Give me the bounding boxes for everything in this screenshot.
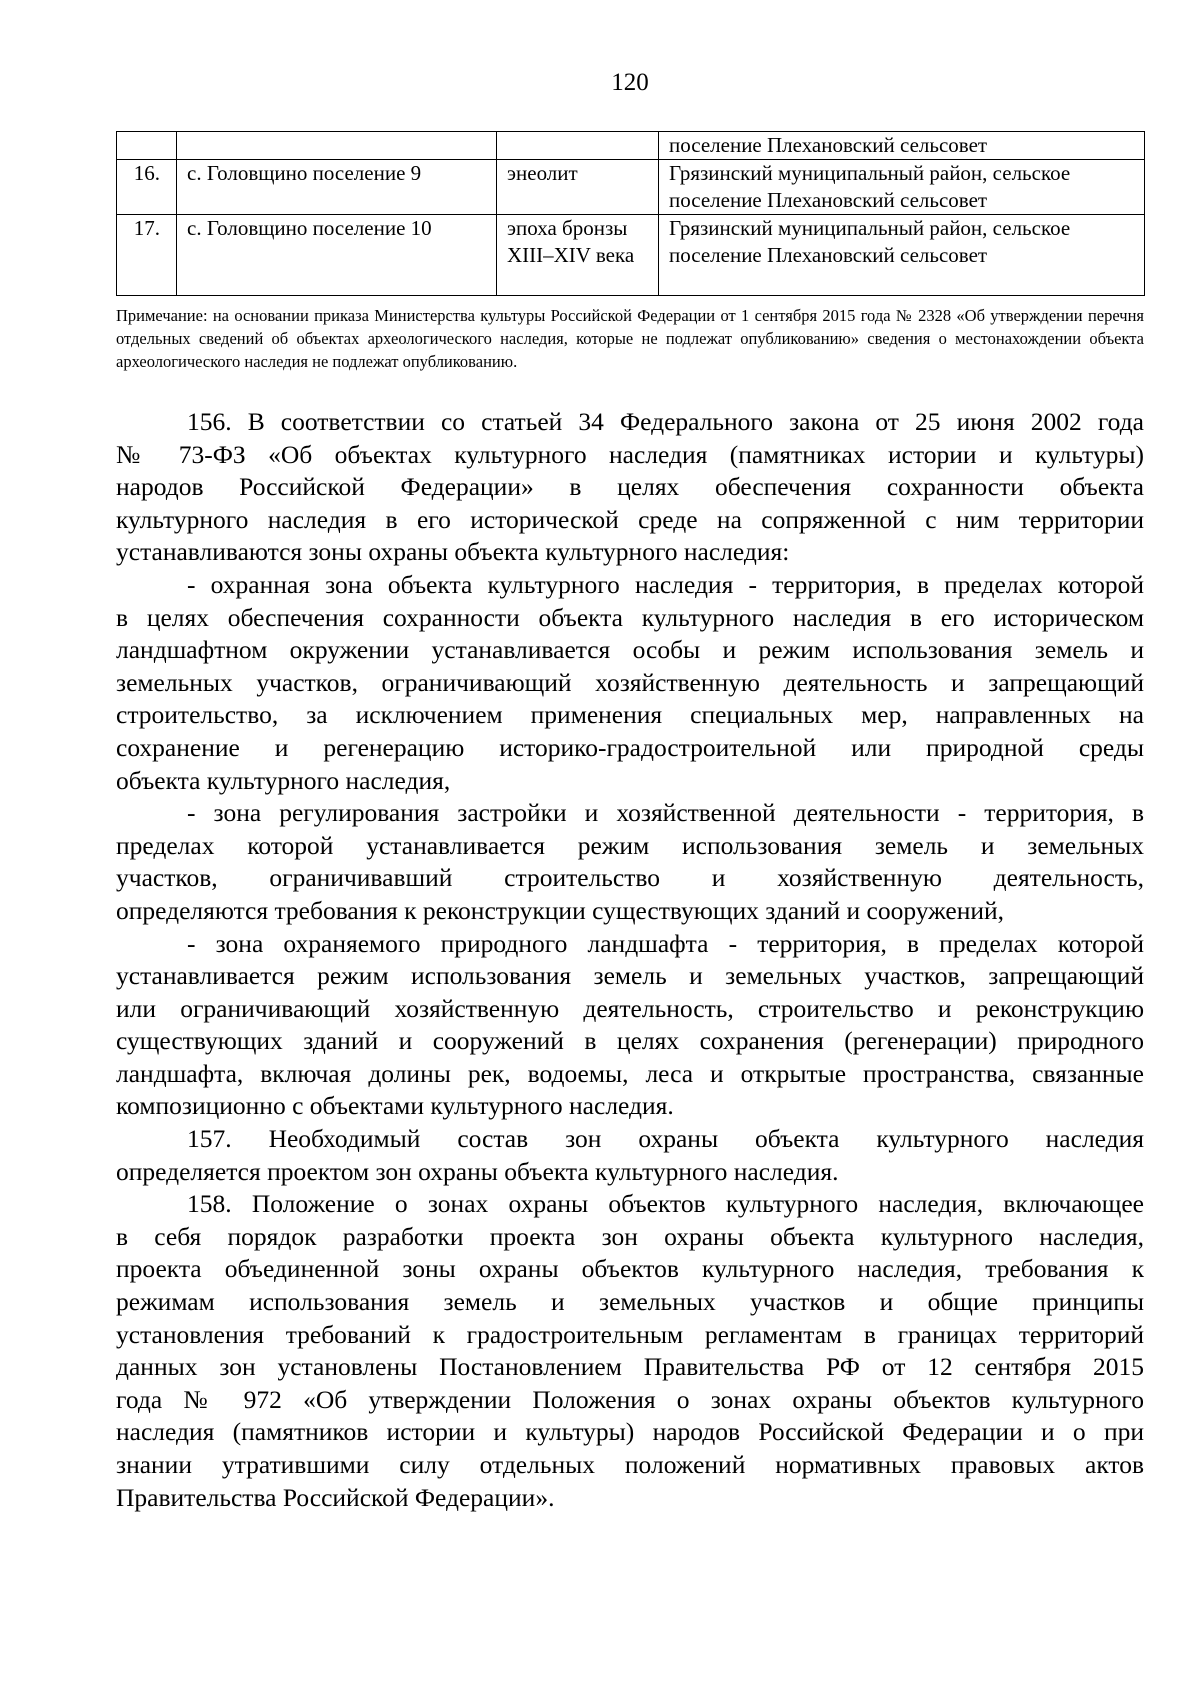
paragraph-line: народов Российской Федерации» в целях обеспечения сохранности объекта: [116, 472, 1144, 502]
table-cell-period: [497, 132, 659, 160]
paragraph-line: строительство, за исключением применения специальных мер, направленных на: [116, 700, 1144, 730]
paragraph-line: культурного наследия в его исторической среде на сопряженной с ним территории: [116, 504, 1144, 534]
paragraph-line: земельных участков, ограничивающий хозяйственную деятельность и запрещающий: [116, 667, 1144, 697]
paragraph-line: композиционно с объектами культурного наследия.: [116, 1091, 674, 1121]
paragraph-line: наследия (памятников истории и культуры) народов Российской Федерации и о при: [116, 1417, 1144, 1447]
archaeology-table: [116, 131, 1145, 296]
paragraph-line: - зона регулирования застройки и хозяйственной деятельности - территория, в: [187, 798, 1144, 828]
main-text: [116, 406, 1144, 1514]
table-cell-location: Грязинский муниципальный район, сельское поселение Плехановский сельсовет: [659, 160, 1145, 215]
paragraph-line: ландшафтном окружении устанавливается особы и режим использования земель и: [116, 635, 1144, 665]
paragraph-line: определяются требования к реконструкции существующих зданий и сооружений,: [116, 895, 1005, 925]
page-number: 120: [611, 69, 649, 96]
table-row: [117, 215, 1145, 296]
table-cell-location: Грязинский муниципальный район, сельское поселение Плехановский сельсовет: [659, 215, 1145, 296]
table-note: Примечание: на основании приказа Министерства культуры Российской Федерации от 1 сентября 2015 года № 2328 «Об утверждении перечня отдельных сведений об объектах археологического наследия, которые не подлежат опубликованию» сведения о местонахождении объекта археологического наследия не подлежат опубликованию.: [116, 306, 1144, 371]
table-cell-name: [177, 132, 497, 160]
table-cell-name: с. Головщино поселение 10: [177, 215, 497, 296]
paragraph-line: устанавливается режим использования земель и земельных участков, запрещающий: [116, 961, 1144, 991]
paragraph-line: года № 972 «Об утверждении Положения о зонах охраны объектов культурного: [116, 1384, 1144, 1414]
paragraph-line: 158. Положение о зонах охраны объектов культурного наследия, включающее: [187, 1189, 1144, 1219]
paragraph-line: Правительства Российской Федерации».: [116, 1482, 555, 1512]
paragraph-line: режимам использования земель и земельных участков и общие принципы: [116, 1287, 1144, 1317]
paragraph-line: 156. В соответствии со статьей 34 Федерального закона от 25 июня 2002 года: [187, 407, 1144, 436]
table-cell-number: 17.: [117, 215, 177, 296]
paragraph-line: или ограничивающий хозяйственную деятельность, строительство и реконструкцию: [116, 993, 1144, 1023]
table-cell-period: энеолит: [497, 160, 659, 215]
paragraph-line: 157. Необходимый состав зон охраны объекта культурного наследия: [187, 1124, 1144, 1154]
paragraph-line: ландшафта, включая долины рек, водоемы, леса и открытые пространства, связанные: [116, 1058, 1144, 1088]
paragraph-line: - зона охраняемого природного ландшафта - территория, в пределах которой: [187, 928, 1144, 958]
table-cell-location: поселение Плехановский сельсовет: [659, 132, 1145, 160]
paragraph-line: пределах которой устанавливается режим использования земель и земельных: [116, 830, 1144, 860]
table-cell-number: 16.: [117, 160, 177, 215]
paragraph-line: в себя порядок разработки проекта зон охраны объекта культурного наследия,: [116, 1221, 1144, 1251]
paragraph-line: определяется проектом зон охраны объекта культурного наследия.: [116, 1156, 839, 1186]
paragraph-line: установления требований к градостроительным регламентам в границах территорий: [116, 1319, 1144, 1349]
paragraph-line: проекта объединенной зоны охраны объектов культурного наследия, требования к: [116, 1254, 1144, 1284]
table-cell-name: с. Головщино поселение 9: [177, 160, 497, 215]
table-cell-period: эпоха бронзы XIII–XIV века: [497, 215, 659, 296]
paragraph-line: знании утратившими силу отдельных положений нормативных правовых актов: [116, 1450, 1144, 1479]
table-row: [117, 132, 1145, 160]
paragraph-line: существующих зданий и сооружений в целях сохранения (регенерации) природного: [116, 1026, 1144, 1056]
paragraph-line: участков, ограничивавший строительство и хозяйственную деятельность,: [116, 863, 1144, 893]
paragraph-line: № 73-ФЗ «Об объектах культурного наследия (памятниках истории и культуры): [116, 439, 1144, 469]
table-cell-number: [117, 132, 177, 160]
paragraph-line: сохранение и регенерацию историко-градостроительной или природной среды: [116, 732, 1144, 762]
table-row: [117, 160, 1145, 215]
paragraph-line: в целях обеспечения сохранности объекта культурного наследия в его историческом: [116, 602, 1144, 632]
paragraph-line: объекта культурного наследия,: [116, 765, 451, 795]
paragraph-line: - охранная зона объекта культурного наследия - территория, в пределах которой: [187, 569, 1144, 599]
paragraph-line: данных зон установлены Постановлением Правительства РФ от 12 сентября 2015: [116, 1352, 1144, 1382]
archaeology-table-container: [116, 131, 1144, 296]
paragraph-line: устанавливаются зоны охраны объекта культурного наследия:: [116, 537, 790, 567]
